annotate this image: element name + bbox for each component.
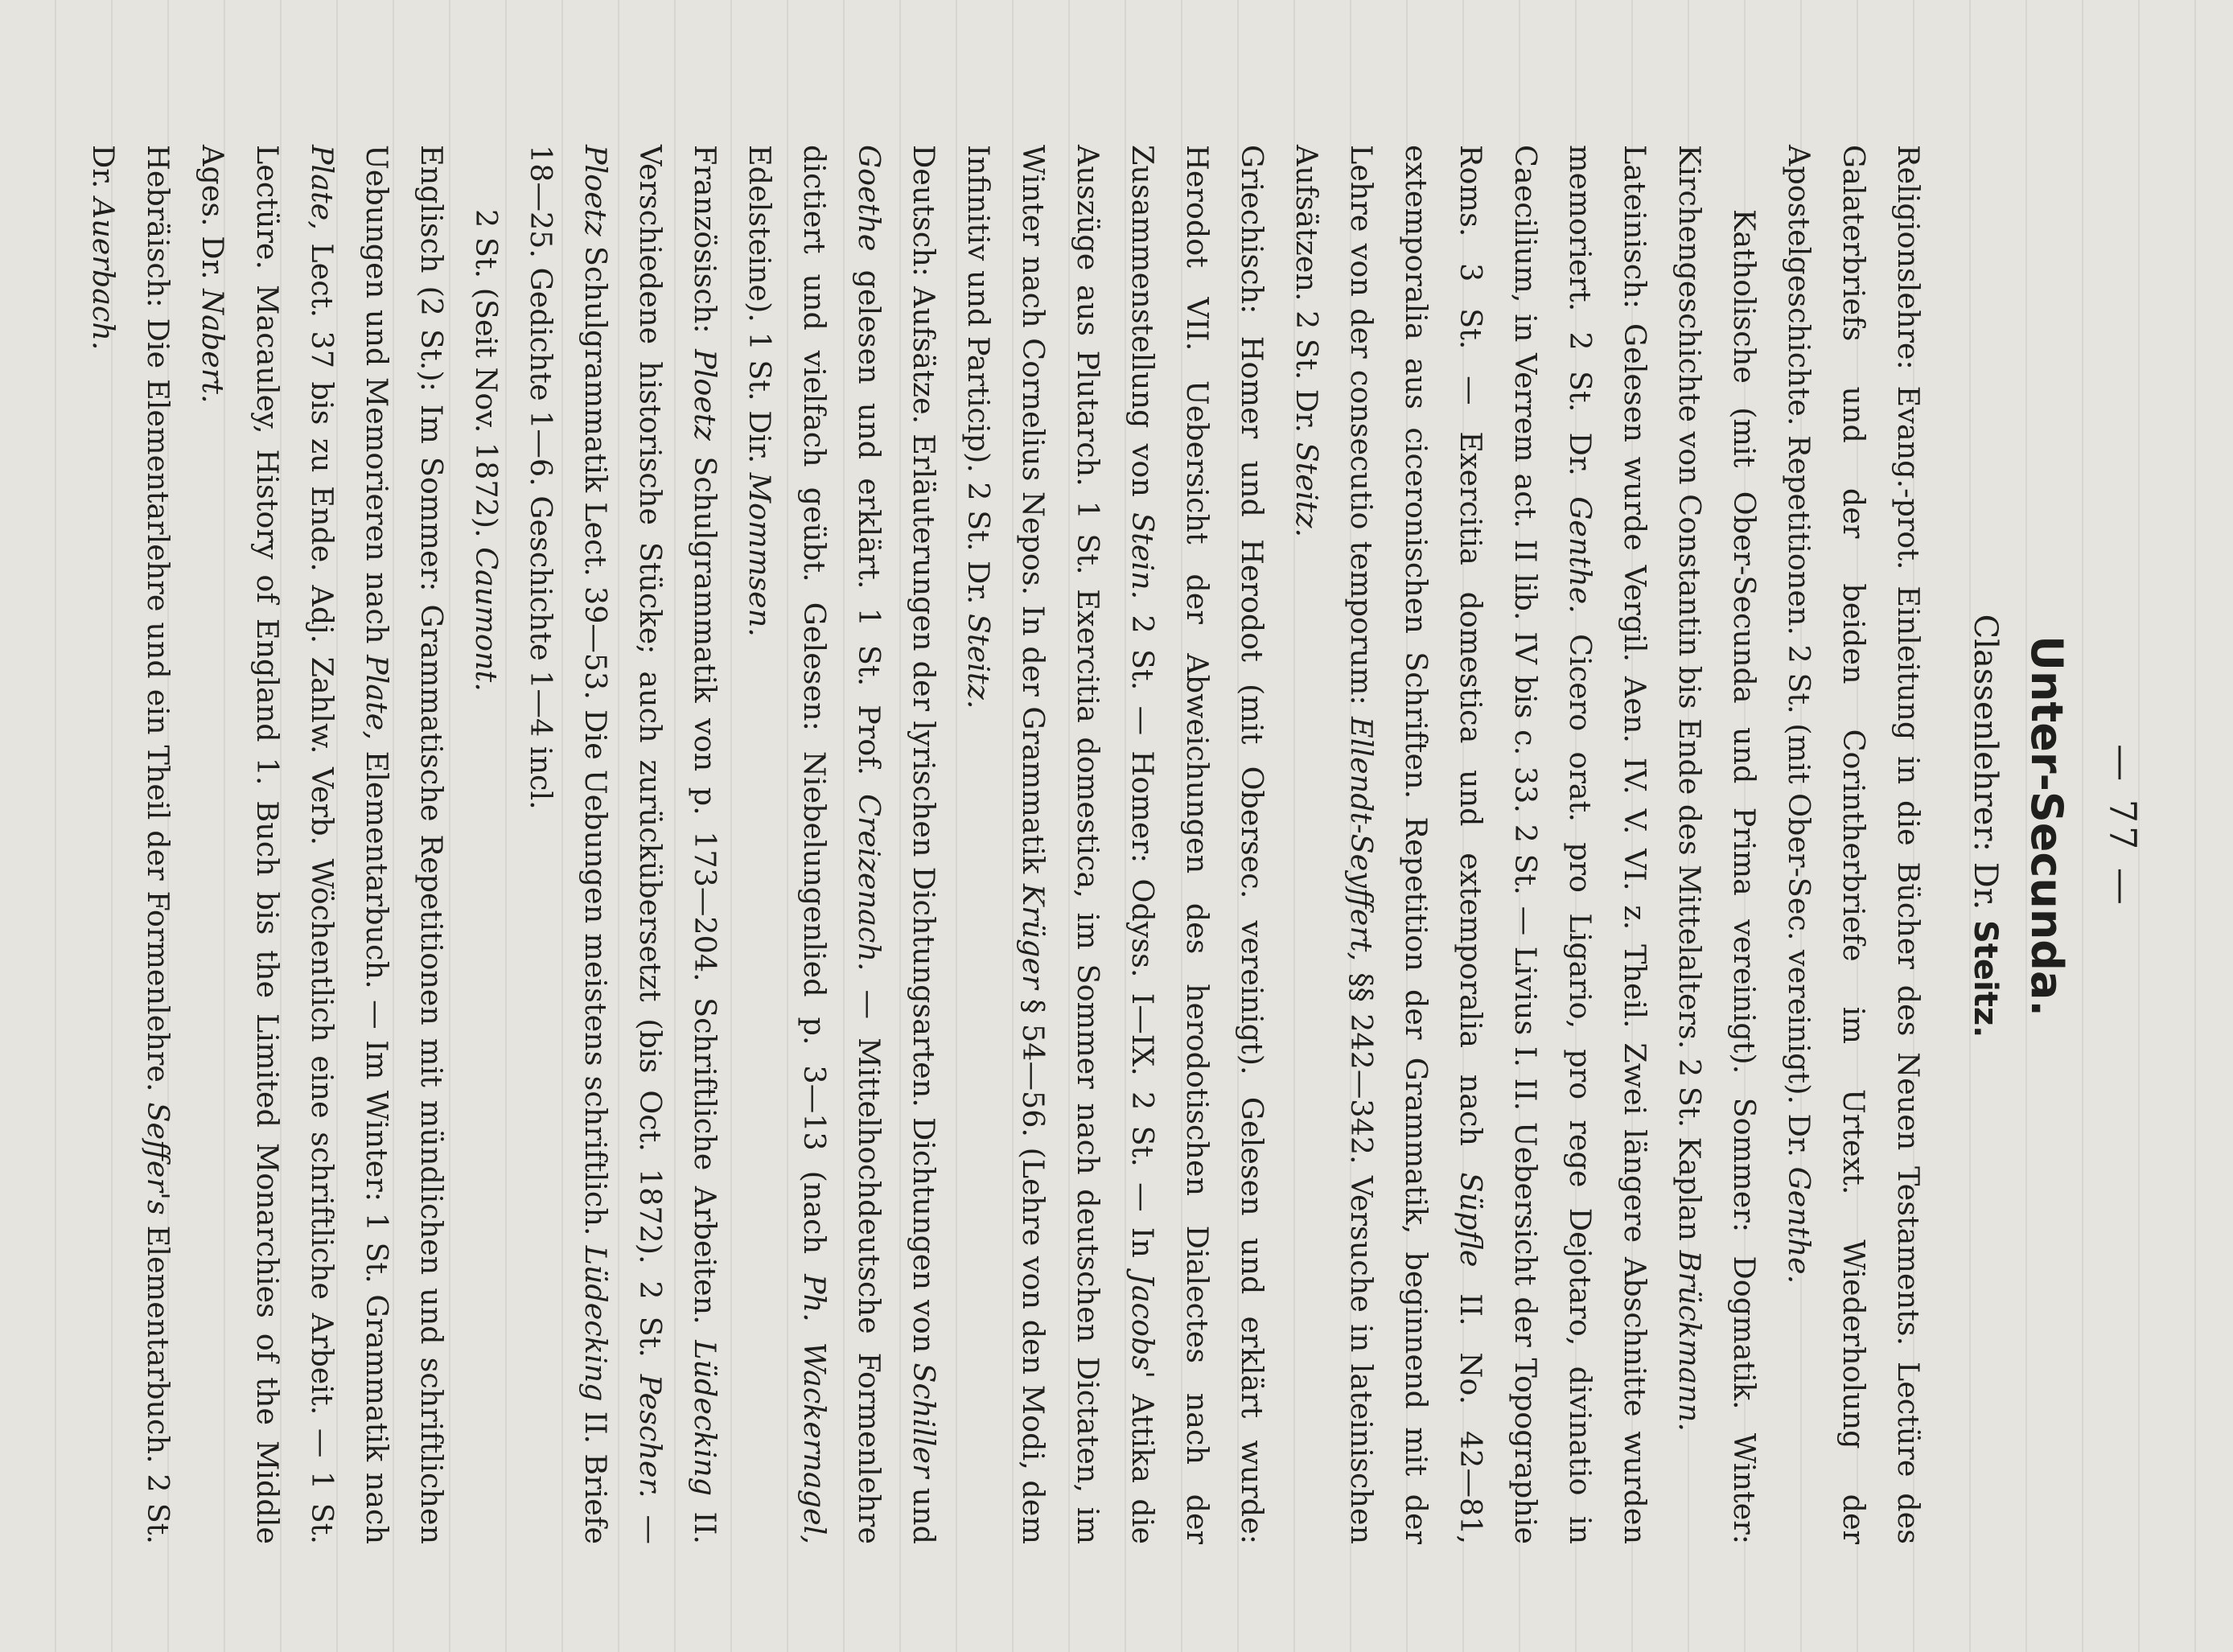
- author-name: Lüdecking: [688, 1340, 722, 1497]
- section-englisch: [185, 145, 459, 1544]
- section-text: Evang.-prot. Einleitung in die Bücher des Neuen Testaments. Lectüre des Galaterbriefs und der beiden Corintherbriefe im Urtext. Wiederholung der Apostelgeschichte. Repetitionen. 2 St. (mit Ober-Sec. vereinigt). Dr.: [1782, 145, 1926, 1544]
- author-name: Jacobs': [1125, 1273, 1160, 1379]
- section-text: und: [907, 1477, 941, 1544]
- section-religion: [1771, 145, 1935, 1544]
- teacher-name: Nabert.: [195, 289, 230, 404]
- class-teacher-name: Steitz.: [1967, 919, 2004, 1038]
- author-name: Lüdecking: [578, 1245, 613, 1402]
- section-text: § 54—56. (Lehre von den Modi, dem Infinitiv und Particip). 2 St. Dr.: [961, 145, 1051, 1545]
- section-text: Attika die Auszüge aus Plutarch. 1 St. Exercitia domestica, im Sommer nach deutschen Dictaten, im Winter nach Cornelius Nepos. In der Grammatik: [1016, 145, 1160, 1544]
- teacher-name: Mommsen.: [742, 472, 777, 637]
- author-name: Stein.: [1125, 512, 1160, 600]
- section-text: Katholische (mit Ober-Secunda und Prima vereinigt). Sommer: Dogmatik. Winter: Kirchengeschichte von Constantin bis Ende des Mittelalters. 2 St. Kaplan: [1672, 145, 1762, 1544]
- section-text: §§ 242—342. Versuche in lateinischen Aufsätzen. 2 St. Dr.: [1289, 145, 1379, 1545]
- section-text: 2 St. (Seit Nov. 1872).: [469, 209, 504, 548]
- teacher-name: Caumont.: [469, 547, 504, 692]
- section-text: Schulgrammatik Lect. 39—53. Die Uebungen meistens schriftlich.: [578, 236, 613, 1246]
- section-deutsch: [732, 145, 951, 1544]
- section-text: Cicero orat. pro Ligario, pro rege Dejotaro, divinatio in Caecilium, in Verrem act. II lib. IV bis c. 33. 2 St. — Livius I. II. Uebersicht der Topographie Roms. 3 St. — Exercitia domestica und extemporalia nach: [1454, 145, 1598, 1545]
- section-text: II. Verschiedene historische Stücke; auch zurückübersetzt (bis Oct. 1872). 2 St.: [633, 145, 722, 1544]
- section-heading-deutsch: Deutsch:: [907, 145, 941, 277]
- section-heading-religion: Religionslehre:: [1891, 145, 1926, 370]
- author-name: Ploetz: [578, 145, 613, 236]
- section-text: 2 St. — Homer: Odyss. I—IX. 2 St. — In: [1125, 599, 1160, 1274]
- section-text: Aufsätze. Erläuterungen der lyrischen Dichtungsarten. Dichtungen von: [907, 277, 941, 1363]
- teacher-name: Steitz.: [1289, 442, 1324, 538]
- section-text: Gelesen wurde Vergil. Aen. IV. V. VI. z. Theil. Zwei längere Abschnitte wurden memoriert. 2 St. Dr.: [1563, 145, 1652, 1544]
- section-text: — Mittelhochdeutsche Formenlehre dictiert und vielfach geübt. Gelesen: Niebelungenlied p. 3—13 (nach: [797, 145, 886, 1544]
- section-heading-griechisch: Griechisch:: [1235, 145, 1269, 314]
- section-text: Homer und Herodot (mit Obersec. vereinigt). Gelesen und erklärt wurde: Herodot VII. Uebersicht der Abweichungen des herodotischen Dialectes nach der Zusammenstellung von: [1125, 145, 1269, 1544]
- teacher-name: Genthe.: [1563, 496, 1598, 614]
- section-religion-catholic: [1662, 145, 1771, 1544]
- section-franzoesisch-cont: [459, 145, 513, 1544]
- teacher-name: Brückmann.: [1672, 1250, 1707, 1432]
- section-hebraeisch: [76, 145, 185, 1544]
- teacher-name: Steitz.: [961, 614, 996, 709]
- page-number: — 77 —: [2101, 744, 2145, 908]
- teacher-name: Creizenach.: [852, 794, 886, 972]
- author-name: Schiller: [907, 1362, 941, 1478]
- section-heading-franzoesisch: Französisch:: [688, 145, 722, 334]
- section-heading-hebraeisch: Hebräisch:: [141, 145, 175, 308]
- class-teacher-line: [1967, 0, 2004, 1652]
- section-text: Edelsteine). 1 St. Dir.: [742, 145, 777, 473]
- section-text: —: [633, 1498, 668, 1545]
- section-text: II. Briefe 18—25. Gedichte 1—6. Geschichte 1—4 incl.: [524, 145, 613, 1544]
- section-text: Elementarbuch. — Im Winter: 1 St. Grammatik nach: [360, 740, 394, 1544]
- section-latein: [1279, 145, 1662, 1544]
- class-teacher-label: Classenlehrer: Dr.: [1967, 614, 2004, 910]
- section-heading-englisch: Englisch: [414, 145, 449, 273]
- author-name: Plate,: [360, 655, 394, 740]
- teacher-name: Pescher.: [633, 1374, 668, 1498]
- section-text: Lect. 37 bis zu Ende. Adj. Zahlw. Verb. Wöchentlich eine schriftliche Arbeit. — 1 St. Lectüre. Macauley, History of England 1. Buch bis the Limited Monarchies of the Middle Ages. Dr.: [195, 145, 339, 1544]
- author-name: Plate,: [305, 145, 339, 230]
- section-text: gelesen und erklärt. 1 St. Prof.: [852, 251, 886, 795]
- author-name: Seffer's: [141, 1102, 175, 1215]
- teacher-name: Auerbach.: [86, 197, 121, 351]
- document-body: [76, 145, 1935, 1544]
- section-griechisch: [951, 145, 1279, 1544]
- section-text: Die Elementarlehre und ein Theil der Formenlehre.: [141, 307, 175, 1103]
- author-name: Ellendt-Seyffert,: [1344, 717, 1379, 962]
- author-name: Ploetz: [688, 349, 722, 441]
- author-name: Ph. Wackernagel,: [797, 1274, 832, 1544]
- section-text: (2 St.): Im Sommer: Grammatische Repetitionen mit mündlichen und schriftlichen Uebungen und Memorieren nach: [360, 145, 449, 1544]
- page-title: Unter-Secunda.: [2021, 635, 2072, 1017]
- teacher-name: Genthe.: [1782, 1166, 1816, 1284]
- section-franzoesisch: [513, 145, 732, 1544]
- section-text: II. No. 42—81, extemporalia aus ciceronischen Schriften. Repetition der Grammatik, beginnend mit der Lehre von der consecutio temporum:: [1344, 145, 1488, 1544]
- author-name: Goethe: [852, 145, 886, 252]
- author-name: Krüger: [1016, 883, 1051, 989]
- section-text: Elementarbuch. 2 St. Dr.: [86, 145, 175, 1545]
- section-heading-latein: Lateinisch:: [1618, 145, 1652, 310]
- author-name: Süpfle: [1454, 1172, 1488, 1268]
- section-text: Schulgrammatik von p. 173—204. Schriftliche Arbeiten.: [688, 440, 722, 1341]
